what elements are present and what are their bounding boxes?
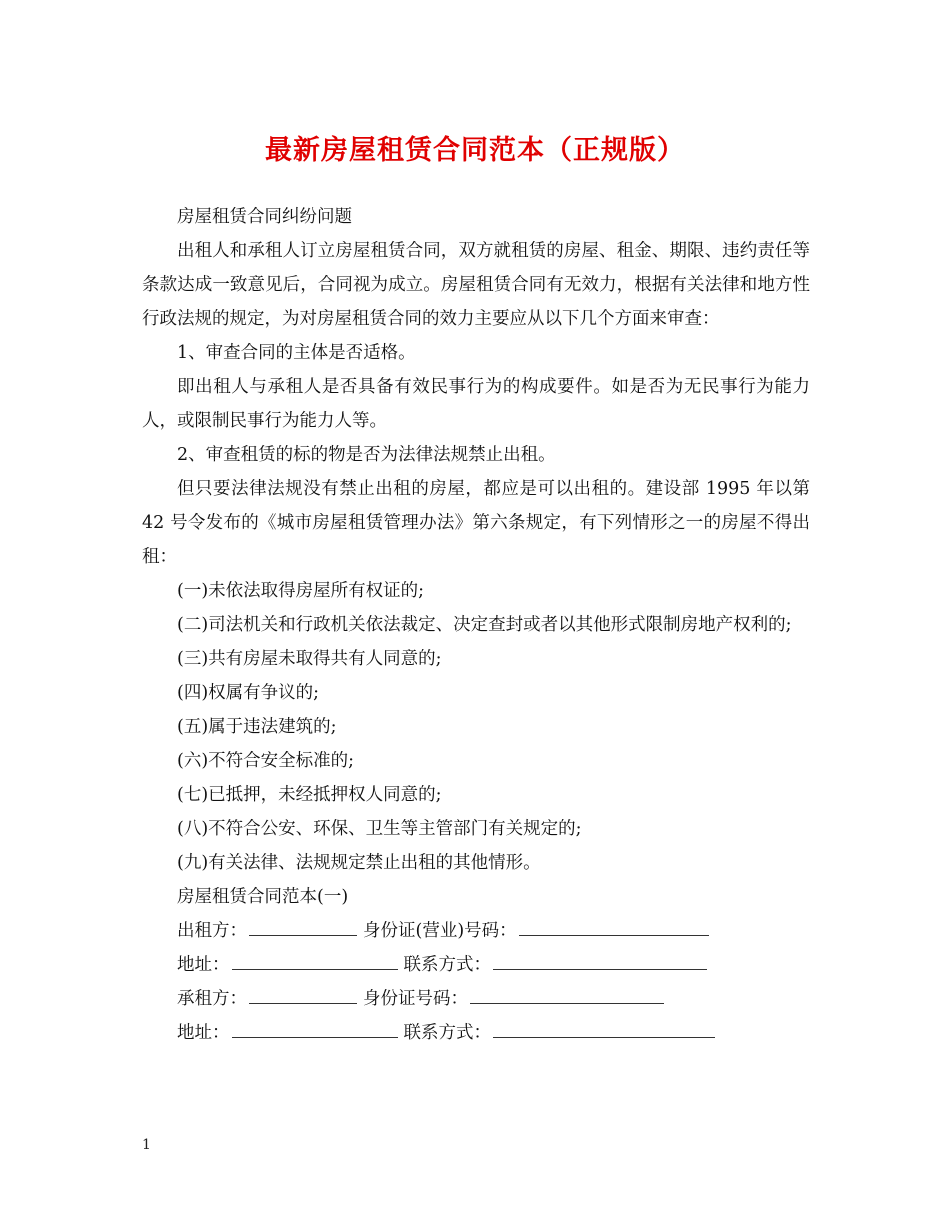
lessee-name-blank <box>249 983 357 1004</box>
list-item: (七)已抵押，未经抵押权人同意的; <box>177 785 442 805</box>
list-item: (三)共有房屋未取得共有人同意的; <box>177 649 442 669</box>
lessee-contact-blank <box>493 1017 715 1038</box>
lessor-id-blank <box>519 915 709 936</box>
paragraph: 即出租人与承租人是否具备有效民事行为的构成要件。如是否为无民事行为能力人，或限制民事行为能力人等。 <box>142 377 810 431</box>
lessor-address-blank <box>232 949 398 970</box>
paragraph: 出租人和承租人订立房屋租赁合同，双方就租赁的房屋、租金、期限、违约责任等条款达成一致意见后，合同视为成立。房屋租赁合同有无效力，根据有关法律和地方性行政法规的规定，为对房屋租赁合同的效力主要应从以下几个方面来审查： <box>142 241 810 329</box>
list-item: (六)不符合安全标准的; <box>177 751 355 771</box>
lessor-contact-blank <box>493 949 707 970</box>
lessee-contact-label: 联系方式： <box>403 1023 491 1043</box>
lessor-name-blank <box>249 915 357 936</box>
list-item: (五)属于违法建筑的; <box>177 717 337 737</box>
list-item: (九)有关法律、法规规定禁止出租的其他情形。 <box>177 853 541 873</box>
lessor-address-line <box>142 948 810 982</box>
paragraph: 1、审查合同的主体是否适格。 <box>177 343 416 363</box>
lessee-id-label: 身份证号码： <box>363 989 468 1009</box>
lessor-line <box>142 914 810 948</box>
lessee-address-blank <box>232 1017 398 1038</box>
section-heading: 房屋租赁合同范本(一) <box>177 887 349 907</box>
lessee-label: 承租方： <box>177 989 247 1009</box>
paragraph: 房屋租赁合同纠纷问题 <box>177 207 352 227</box>
lessee-line <box>142 982 810 1016</box>
lessor-id-label: 身份证(营业)号码： <box>363 921 517 941</box>
document-body <box>142 200 810 1050</box>
lessor-label: 出租方： <box>177 921 247 941</box>
document-title: 最新房屋租赁合同范本（正规版） <box>265 135 685 166</box>
list-item: (八)不符合公安、环保、卫生等主管部门有关规定的; <box>177 819 582 839</box>
paragraph: 2、审查租赁的标的物是否为法律法规禁止出租。 <box>177 445 556 465</box>
lessor-contact-label: 联系方式： <box>403 955 491 975</box>
lessee-id-blank <box>470 983 664 1004</box>
lessee-address-line <box>142 1016 810 1050</box>
lessee-address-label: 地址： <box>177 1023 230 1043</box>
lessor-address-label: 地址： <box>177 955 230 975</box>
paragraph: 但只要法律法规没有禁止出租的房屋，都应是可以出租的。建设部 1995 年以第 42 号令发布的《城市房屋租赁管理办法》第六条规定，有下列情形之一的房屋不得出租： <box>142 479 810 567</box>
page-number: 1 <box>142 1137 151 1153</box>
list-item: (四)权属有争议的; <box>177 683 320 703</box>
list-item: (一)未依法取得房屋所有权证的; <box>177 581 425 601</box>
list-item: (二)司法机关和行政机关依法裁定、决定查封或者以其他形式限制房地产权利的; <box>177 615 792 635</box>
